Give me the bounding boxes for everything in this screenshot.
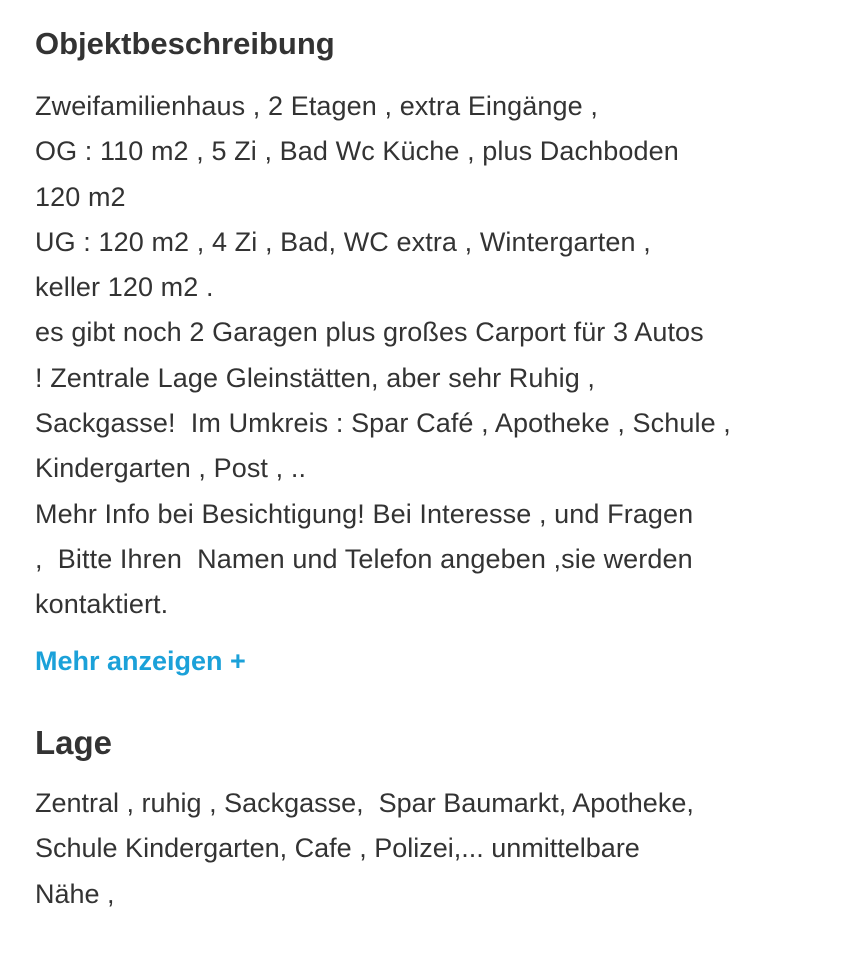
description-line: kontaktiert. — [35, 589, 169, 620]
description-line: Sackgasse! Im Umkreis : Spar Café , Apotheke , Schule , — [35, 408, 731, 439]
description-text — [35, 84, 825, 628]
description-line: Kindergarten , Post , .. — [35, 453, 307, 484]
description-line: 120 m2 — [35, 181, 126, 212]
location-text — [35, 781, 825, 917]
show-more-link[interactable]: Mehr anzeigen + — [35, 646, 246, 676]
description-line: ! Zentrale Lage Gleinstätten, aber sehr Ruhig , — [35, 362, 596, 393]
description-heading: Objektbeschreibung — [35, 26, 335, 61]
description-line: UG : 120 m2 , 4 Zi , Bad, WC extra , Wintergarten , — [35, 226, 651, 257]
description-line: es gibt noch 2 Garagen plus großes Carport für 3 Autos — [35, 317, 704, 348]
cut-off-next-section — [35, 949, 825, 960]
description-line: keller 120 m2 . — [35, 272, 214, 303]
location-line: Zentral , ruhig , Sackgasse, Spar Baumarkt, Apotheke, — [35, 788, 694, 818]
location-line: Schule Kindergarten, Cafe , Polizei,... unmittelbare — [35, 833, 640, 864]
description-line: , Bitte Ihren Namen und Telefon angeben ,sie werden — [35, 543, 693, 574]
description-line: OG : 110 m2 , 5 Zi , Bad Wc Küche , plus Dachboden — [35, 136, 679, 167]
location-heading: Lage — [35, 724, 113, 761]
location-line: Nähe , — [35, 878, 115, 909]
description-line: Mehr Info bei Besichtigung! Bei Interesse , und Fragen — [35, 498, 694, 529]
description-line: Zweifamilienhaus , 2 Etagen , extra Eingänge , — [35, 91, 598, 121]
